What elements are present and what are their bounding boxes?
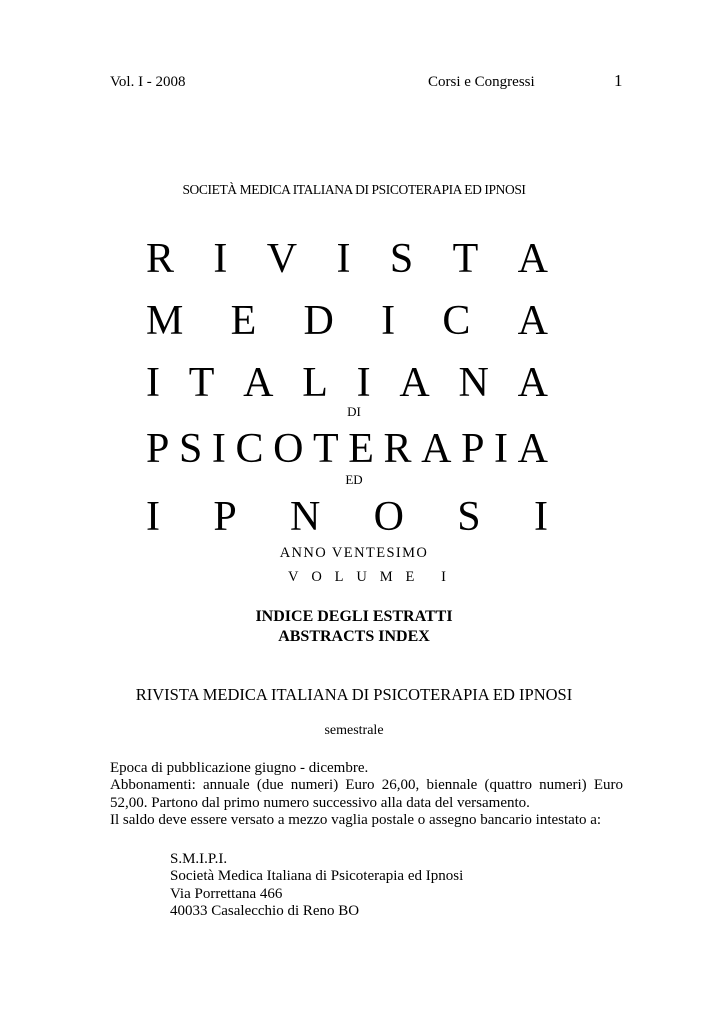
title-letter: I [211,426,226,472]
index-heading-en: ABSTRACTS INDEX [278,628,430,645]
title-letter: A [517,236,548,282]
volume-number: I [441,569,446,585]
title-line-rivista [146,236,548,282]
title-letter: T [313,426,339,472]
title-letter: V [266,236,298,282]
title-ed: ED [345,472,363,487]
title-letter: E [348,426,374,472]
title-letter: I [146,360,160,406]
title-line-italiana [146,360,548,406]
title-letter: O [373,494,404,540]
title-letter: I [381,298,396,344]
title-line-medica [146,298,548,344]
page-number: 1 [614,71,623,90]
title-letter: S [457,494,481,540]
title-letter: A [517,360,548,406]
header-section: Corsi e Congressi [428,74,535,90]
address-street: Via Porrettana 466 [170,885,283,902]
body-line: Abbonamenti: annuale (due numeri) Euro 26,00, biennale (quattro numeri) Euro [110,777,623,794]
title-letter: A [399,360,430,406]
title-letter: P [146,426,170,472]
index-heading-it: INDICE DEGLI ESTRATTI [255,608,453,625]
volume-letter: O [311,569,322,585]
title-letter: I [146,494,160,540]
title-di: DI [347,404,361,419]
title-line-ipnosi [146,494,548,540]
volume-letter: E [405,569,415,585]
title-letter: P [213,494,237,540]
anno-ventesimo: ANNO VENTESIMO [279,545,429,561]
title-letter: M [146,298,184,344]
address-city: 40033 Casalecchio di Reno BO [170,903,360,920]
volume-letter: L [334,569,344,585]
title-letter: I [494,426,509,472]
title-letter: S [389,236,414,282]
title-letter: D [303,298,334,344]
title-line-psicoterapia [146,426,548,472]
title-letter: R [146,236,175,282]
header-volume: Vol. I - 2008 [110,74,186,90]
title-letter: A [243,360,274,406]
title-letter: P [461,426,485,472]
volume-letter: U [356,569,367,585]
title-letter: L [302,360,328,406]
address-name: S.M.I.P.I. [170,851,228,867]
title-letter: A [421,426,452,472]
subscription-info [110,760,623,830]
address-full-name: Società Medica Italiana di Psicoterapia ed Ipnosi [170,868,464,885]
title-letter: I [213,236,228,282]
title-letter: I [356,360,371,406]
title-letter: A [517,298,548,344]
title-letter: C [235,426,264,472]
title-letter: C [442,298,471,344]
body-line: Epoca di pubblicazione giugno - dicembre. [110,760,369,776]
frequency: semestrale [324,723,384,738]
title-letter: I [533,494,548,540]
volume-letter: V [288,569,299,585]
body-line: Il saldo deve essere versato a mezzo vaglia postale o assegno bancario intestato a: [110,812,602,829]
title-letter: O [273,426,304,472]
title-letter: E [230,298,257,344]
title-letter: N [458,360,489,406]
society-name: SOCIETÀ MEDICA ITALIANA DI PSICOTERAPIA ED IPNOSI [182,182,526,197]
title-letter: A [517,426,548,472]
volume-label [288,569,446,586]
title-letter: I [336,236,351,282]
title-letter: N [289,494,321,540]
journal-full-name: RIVISTA MEDICA ITALIANA DI PSICOTERAPIA ED IPNOSI [135,685,573,704]
title-letter: S [178,426,203,472]
volume-letter: M [379,569,393,585]
title-letter: T [452,236,479,282]
body-line: 52,00. Partono dal primo numero successivo alla data del versamento. [110,794,530,811]
title-letter: R [383,426,412,472]
address-block [170,851,463,921]
title-letter: T [188,360,215,406]
